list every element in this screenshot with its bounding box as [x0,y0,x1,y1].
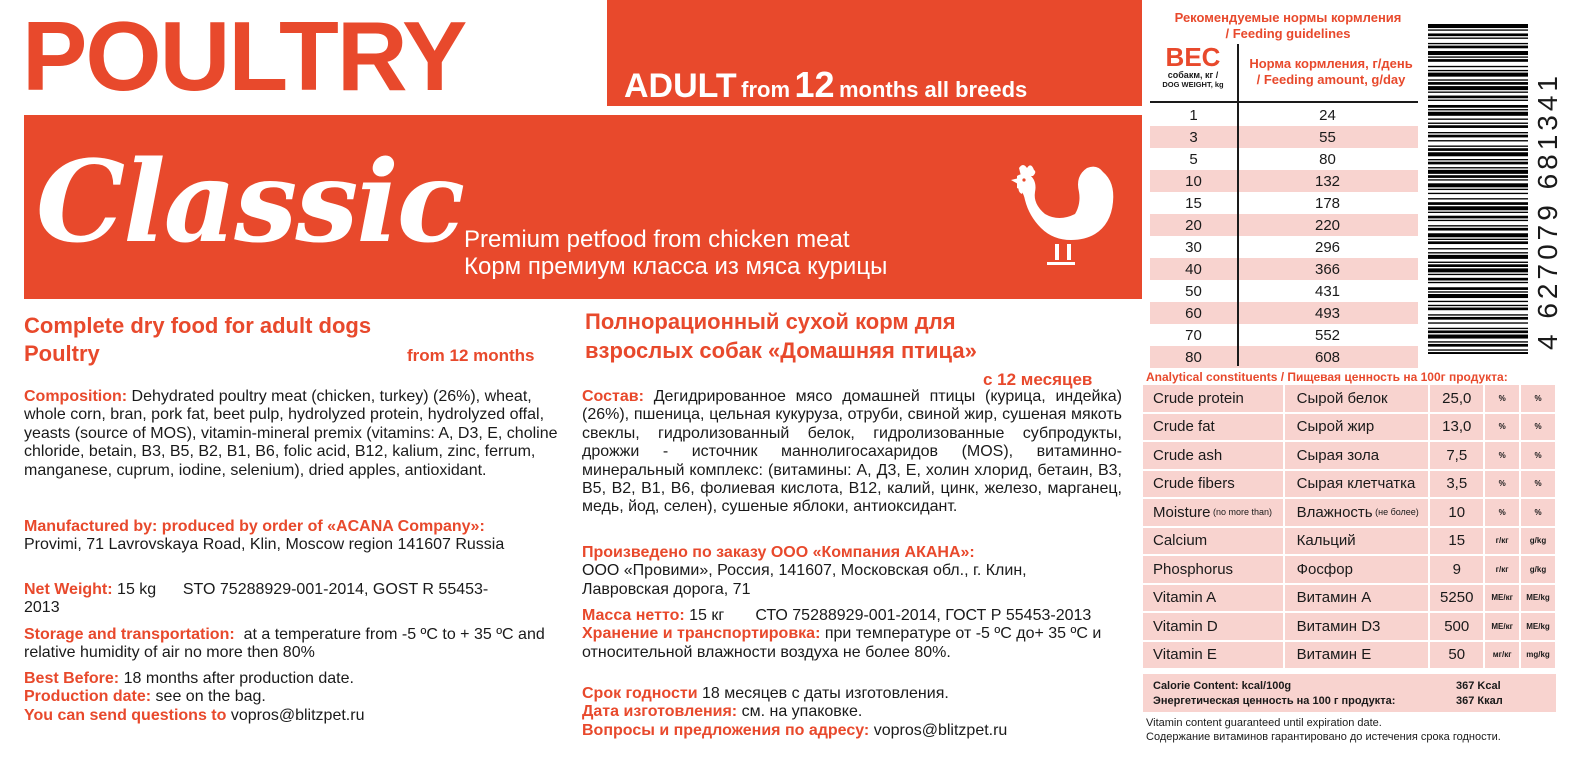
feeding-row [1150,170,1418,192]
feeding-row [1150,346,1418,368]
questions-en-email: vopros@blitzpet.ru [226,706,365,724]
feeding-weight: 50 [1185,282,1202,300]
barcode-bar [1428,179,1528,180]
feeding-title-en: / Feeding guidelines [1225,26,1351,41]
feeding-weight: 30 [1185,238,1202,256]
barcode-bar [1428,220,1528,221]
barcode-bar [1428,82,1528,85]
title-ru-line2: взрослых собак «Домашняя птица» [585,338,977,363]
constituent-en [1143,471,1283,498]
vitamin-note-en: Vitamin content guaranteed until expiration date. [1146,717,1382,729]
feeding-row [1150,148,1418,170]
barcode-bar [1428,148,1528,151]
composition-en-text: Dehydrated poultry meat (chicken, turkey) (26%), wheat, whole corn, bran, pork fat, beet pulp, hydrolyzed protein, hydrolyzed offal, yeasts (source of MOS), vitamin-mineral premix (vitamins: A, D3, E, choline chloride, betain, B3, B5, B2, B1, B6, folic acid, B12, kalium, zinc, ferrum, manganese, cuprum, iodine, selenium), dried apples, antioxidant. [24,388,558,479]
barcode-bar [1428,86,1528,90]
barcode-bar [1428,248,1528,249]
feeding-weight: 3 [1189,128,1198,146]
analytical-row [1142,641,1556,670]
weight-sub-ru: собакм, кг / [1167,70,1219,80]
analytical-row [1142,441,1556,470]
constituent-value: 5250 [1430,585,1483,612]
constituent-en-label: Vitamin D [1153,617,1218,635]
feeding-weight: 80 [1185,348,1202,366]
feeding-weight: 70 [1185,326,1202,344]
analytical-table [1142,384,1556,669]
feeding-rows [1150,104,1418,368]
constituent-value: 9 [1430,556,1483,583]
constituent-unit-ru: % [1485,442,1519,469]
constituent-unit-ru: г/кг [1485,528,1519,555]
constituent-ru [1285,499,1429,526]
barcode-bar [1428,252,1528,253]
constituent-unit-ru: % [1485,414,1519,441]
feeding-amount: 608 [1314,348,1341,366]
constituent-en-label: Vitamin E [1153,646,1217,664]
constituent-value: 13,0 [1430,414,1483,441]
barcode-bar [1428,112,1528,116]
barcode-bar [1428,193,1528,194]
title-ru-line1: Полнорационный сухой корм для [585,309,956,334]
vitamin-note-ru: Содержание витаминов гарантировано до истечения срока годности. [1146,731,1501,743]
best-before-ru-text: 18 месяцев с даты изготовления. [697,685,949,702]
constituent-en [1143,585,1283,612]
barcode-bar [1428,175,1528,178]
constituent-en [1143,613,1283,640]
storage-en-label: Storage and transportation: [24,626,235,643]
age-from: from [741,77,791,102]
feeding-row [1150,258,1418,280]
constituent-en-label: Crude protein [1153,389,1244,407]
barcode-bar [1428,349,1528,350]
feeding-row [1150,104,1418,126]
constituent-unit-en: % [1521,499,1555,526]
constituent-en-label: Crude ash [1153,446,1223,464]
constituent-ru-label: Витамин D3 [1296,617,1381,635]
constituent-unit-en: mg/kg [1521,642,1555,669]
feeding-weight-header [1150,44,1236,90]
barcode-bar [1428,262,1528,263]
amount-heading-ru: Норма кормления, г/день [1249,56,1413,71]
amount-heading-en: / Feeding amount, g/day [1256,72,1406,87]
feeding-amount: 132 [1314,172,1341,190]
questions-en-label: You can send questions to [24,706,227,724]
composition-ru-label: Состав: [582,388,644,405]
constituent-value: 50 [1430,642,1483,669]
barcode-bar [1428,109,1528,110]
hen-icon [1005,160,1123,268]
constituent-unit-ru: % [1485,385,1519,412]
subtitle-ru: Корм премиум класса из мяса курицы [464,253,888,280]
questions-ru-email: vopros@blitzpet.ru [869,721,1008,739]
constituent-unit-en: % [1521,442,1555,469]
feeding-amount: 431 [1314,282,1341,300]
product-name: Classic [36,137,464,268]
net-weight-en-label: Net Weight: [24,581,113,598]
constituent-unit-en: % [1521,471,1555,498]
barcode-bar [1428,152,1528,156]
age-number: 12 [794,64,835,105]
barcode-bar [1428,162,1528,165]
barcode-bar [1428,264,1528,267]
feeding-amount: 493 [1314,304,1341,322]
constituent-en [1143,414,1283,441]
analytical-row [1142,470,1556,499]
feeding-column-divider [1237,44,1239,366]
barcode-bar [1428,241,1528,244]
barcode-bar [1428,123,1528,124]
constituent-unit-ru: % [1485,471,1519,498]
barcode-bar [1428,140,1528,141]
net-weight-en-text: 15 kg STO 75288929-001-2014, GOST R 55453-2013 [24,581,489,617]
title-en-age: from 12 months [407,346,535,365]
feeding-amount: 552 [1314,326,1341,344]
net-weight-en [24,581,504,618]
feeding-header-divider [1150,101,1418,103]
feeding-title [1146,10,1430,42]
barcode-bar [1428,119,1528,120]
constituent-ru [1285,414,1429,441]
manufacturer-en-label: Manufactured by: produced by order of «ACANA Company»: [24,518,485,535]
production-date-en-text: see on the bag. [151,688,266,706]
feeding-amount: 80 [1319,150,1336,168]
constituent-en [1143,528,1283,555]
composition-en-label: Composition: [24,388,128,405]
barcode-bar [1428,239,1528,240]
barcode-bar [1428,33,1528,36]
composition-ru-text: Дегидрированное мясо домашней птицы (курица, индейка) (26%), пшеница, цельная кукуруза, отруби, свиной жир, сушеная мякоть свеклы, гидролизованный белок, гидролизованные субпродукты, дрожжи - источник маннолигосахаридов (MOS), витаминно-минеральный комплекс: (витамины: А, Д3, Е, холин хлорид, бетаин, В3, В5, В2, В1, В6, фолиевая кислота, В12, калий, цинк, железо, марганец, медь, йод, селен), сушеные яблоки, антиоксидант. [582,388,1122,516]
feeding-amount: 55 [1319,128,1336,146]
manufacturer-en [24,518,564,555]
feeding-weight: 10 [1185,172,1202,190]
feeding-row [1150,324,1418,346]
barcode-bar [1428,146,1528,147]
barcode-bar [1428,291,1528,292]
constituent-unit-en: g/kg [1521,556,1555,583]
analytical-row [1142,555,1556,584]
barcode-bar [1428,278,1528,281]
barcode-bar [1428,96,1528,99]
production-date-en-label: Production date: [24,688,152,706]
constituent-unit-en: % [1521,385,1555,412]
constituent-ru-label: Сырой жир [1296,418,1375,436]
constituent-ru-label: Сырая зола [1296,446,1380,464]
composition-ru [582,388,1122,517]
barcode-bar [1428,105,1528,108]
best-before-en-label: Best Before: [24,670,120,687]
barcode-bar [1428,43,1528,44]
barcode-bar [1428,100,1528,101]
age-adult: ADULT [624,67,737,105]
feeding-row [1150,192,1418,214]
barcode-bar [1428,282,1528,283]
manufacturer-en-text: Provimi, 71 Lavrovskaya Road, Klin, Moscow region 141607 Russia [24,536,505,554]
storage-en [24,626,554,663]
constituent-value: 25,0 [1430,385,1483,412]
weight-sub-en: DOG WEIGHT, kg [1162,80,1224,89]
barcode-bar [1428,170,1528,174]
feeding-amount: 366 [1314,260,1341,278]
constituent-ru [1285,585,1429,612]
calorie-ru-value: 367 Ккал [1456,695,1503,707]
constituent-unit-ru: % [1485,499,1519,526]
constituent-ru [1285,385,1429,412]
constituent-ru-note: (не более) [1372,507,1419,518]
title-ru-age: с 12 месяцев [983,370,1093,389]
barcode-bar [1428,202,1528,205]
constituent-ru-label: Сырая клетчатка [1296,475,1416,493]
barcode-bar [1428,38,1528,39]
dates-en [24,670,564,725]
production-date-ru-text: см. на упаковке. [737,703,863,721]
feeding-weight: 5 [1189,150,1198,168]
barcode-bar [1428,56,1528,57]
brand-title: POULTRY [22,1,466,111]
constituent-en [1143,499,1283,526]
barcode-bar [1428,344,1528,347]
constituent-ru [1285,613,1429,640]
barcode-bar [1428,70,1528,71]
feeding-amount-header [1240,56,1422,88]
net-weight-ru [582,607,1122,662]
barcode-bar [1428,268,1528,272]
feeding-weight: 1 [1189,106,1198,124]
constituent-en-label: Calcium [1153,532,1208,550]
constituent-ru-label: Витамин Е [1296,646,1372,664]
barcode-bar [1428,301,1528,302]
feeding-weight: 40 [1185,260,1202,278]
storage-ru-text: при температуре от -5 ºС до+ 35 ºС и относительной влажности воздуха не более 80%. [582,625,1102,661]
manufacturer-ru-text: ООО «Провими», Россия, 141607, Московская обл., г. Клин, Лавровская дорога, 71 [582,562,1027,598]
questions-ru-label: Вопросы и предложения по адресу: [582,721,870,739]
feeding-row [1150,280,1418,302]
constituent-ru-label: Витамин А [1296,589,1372,607]
net-weight-ru-label: Масса нетто: [582,607,685,624]
feeding-row [1150,236,1418,258]
constituent-unit-ru: мг/кг [1485,642,1519,669]
barcode-bar [1428,189,1528,190]
feeding-amount: 296 [1314,238,1341,256]
barcode-bar [1428,308,1528,311]
constituent-ru [1285,556,1429,583]
constituent-en [1143,642,1283,669]
analytical-row [1142,498,1556,527]
weight-heading: ВЕС [1165,42,1221,72]
feeding-amount: 220 [1314,216,1341,234]
analytical-row [1142,413,1556,442]
barcode-bar [1428,125,1528,128]
calorie-box [1143,674,1556,712]
constituent-en-label: Phosphorus [1153,560,1234,578]
feeding-weight: 60 [1185,304,1202,322]
constituent-en-label: Crude fat [1153,418,1215,436]
calorie-en-value: 367 Kcal [1456,680,1501,692]
constituent-ru-label: Влажность [1296,503,1373,521]
barcode-bar [1428,314,1528,315]
barcode-bar [1428,51,1528,55]
barcode-bar [1428,294,1528,298]
best-before-en-text: 18 months after production date. [119,670,354,687]
constituent-ru-label: Фосфор [1296,560,1353,578]
barcode-bar [1428,183,1528,187]
feeding-weight: 15 [1185,194,1202,212]
barcode-bar [1428,206,1528,210]
analytical-row [1142,612,1556,641]
barcode-bar [1428,228,1528,231]
barcode-bar [1428,274,1528,275]
barcode-bar [1428,59,1528,62]
storage-en-text: at a temperature from -5 ºC to + 35 ºC and relative humidity of air no more then 80% [24,626,550,662]
calorie-en-label: Calorie Content: kcal/100g [1153,680,1292,692]
constituent-value: 3,5 [1430,471,1483,498]
title-en-line2: Poultry [24,341,100,366]
feeding-amount: 178 [1314,194,1341,212]
analytical-row [1142,527,1556,556]
constituent-unit-ru: МЕ/кг [1485,613,1519,640]
barcode-bar [1428,29,1528,30]
storage-ru-label: Хранение и транспортировка: [582,625,821,643]
constituent-en-label: Vitamin A [1153,589,1217,607]
barcode-bar [1428,328,1528,329]
barcode-bar [1428,255,1528,259]
barcode-bar [1428,66,1528,67]
age-rest: months all breeds [838,77,1028,102]
barcode-bar [1428,92,1528,93]
barcode-bar [1428,216,1528,219]
production-date-ru-label: Дата изготовления: [582,703,738,721]
barcode-bar [1428,24,1528,28]
feeding-amount: 24 [1319,106,1336,124]
constituent-en [1143,385,1283,412]
feeding-row [1150,214,1418,236]
barcode-bar [1428,317,1528,320]
constituent-en-note: (no more than) [1210,507,1273,518]
barcode-bar [1428,335,1528,339]
dates-ru [582,685,1122,740]
barcode-bar [1428,73,1528,77]
constituent-unit-en: ME/kg [1521,613,1555,640]
constituent-value: 10 [1430,499,1483,526]
constituent-value: 15 [1430,528,1483,555]
subtitle-en: Premium petfood from chicken meat [464,226,850,253]
analytical-title: Analytical constituents / Пищевая ценность на 100г продукта: [1146,370,1508,384]
barcode-bar [1428,132,1528,133]
barcode-bar [1428,135,1528,138]
constituent-en [1143,556,1283,583]
constituent-value: 7,5 [1430,442,1483,469]
barcode-bar [1428,287,1528,290]
feeding-row [1150,126,1418,148]
constituent-ru [1285,642,1429,669]
barcode-bar [1428,167,1528,168]
analytical-row [1142,584,1556,613]
feeding-row [1150,302,1418,324]
barcode-bar [1428,225,1528,226]
barcode-bar [1428,322,1528,323]
barcode-bar [1428,212,1528,213]
manufacturer-ru-label: Произведено по заказу ООО «Компания АКАНА»: [582,544,975,561]
constituent-ru [1285,442,1429,469]
barcode-bar [1428,79,1528,80]
barcode-bar [1428,46,1528,49]
age-label [624,64,1027,106]
constituent-en [1143,442,1283,469]
constituent-ru-label: Сырой белок [1296,389,1388,407]
constituent-ru [1285,528,1429,555]
constituent-unit-ru: г/кг [1485,556,1519,583]
vitamin-note [1146,716,1576,744]
constituent-value: 500 [1430,613,1483,640]
barcode-bar [1428,330,1528,333]
barcode-bar [1428,198,1528,199]
constituent-unit-en: ME/kg [1521,585,1555,612]
constituent-en-label: Moisture [1153,503,1211,521]
barcode-bar [1428,233,1528,237]
constituent-ru-label: Кальций [1296,532,1356,550]
analytical-row [1142,384,1556,413]
barcode-bar [1428,159,1528,160]
constituent-unit-en: g/kg [1521,528,1555,555]
calorie-ru-label: Энергетическая ценность на 100 г продукта: [1153,695,1396,707]
barcode-bar [1428,341,1528,342]
feeding-title-ru: Рекомендуемые нормы кормления [1174,10,1402,25]
manufacturer-ru [582,544,1122,599]
barcode-number: 4 627079 681341 [1532,72,1563,350]
constituent-unit-ru: МЕ/кг [1485,585,1519,612]
barcode-bar [1428,352,1528,354]
constituent-ru [1285,471,1429,498]
net-weight-ru-text: 15 кг СТО 75288929-001-2014, ГОСТ Р 55453-2013 [684,607,1101,624]
barcode-bar [1428,305,1528,306]
constituent-unit-en: % [1521,414,1555,441]
composition-en [24,388,564,480]
title-en-line1: Complete dry food for adult dogs [24,313,372,338]
feeding-weight: 20 [1185,216,1202,234]
constituent-en-label: Crude fibers [1153,475,1235,493]
best-before-ru-label: Срок годности [582,685,698,702]
